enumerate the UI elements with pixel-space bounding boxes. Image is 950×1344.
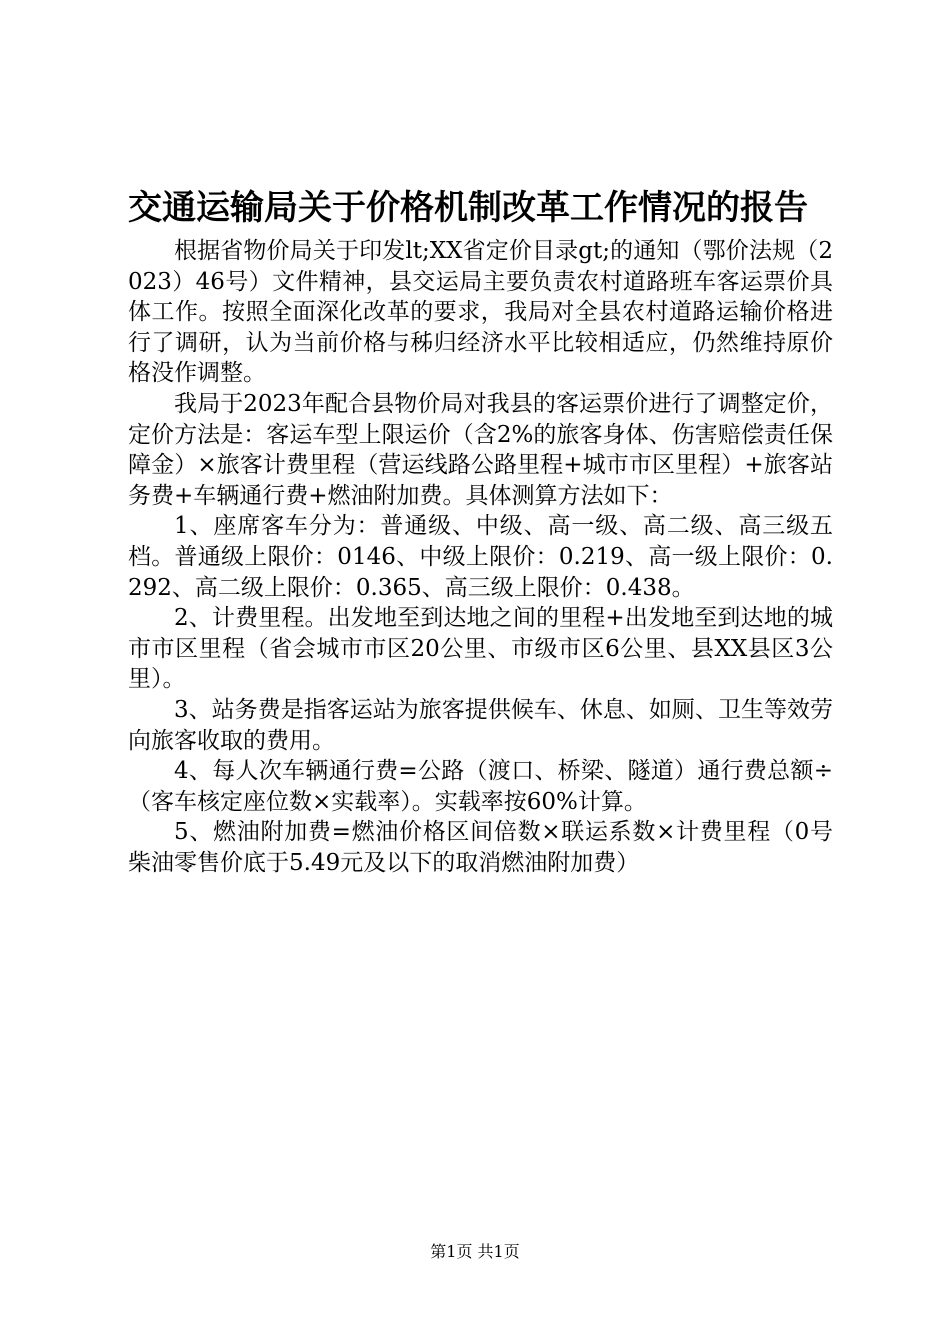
paragraph-5: 3、站务费是指客运站为旅客提供候车、休息、如厕、卫生等效劳向旅客收取的费用。 [128,696,833,754]
paragraph-6: 4、每人次车辆通行费=公路（渡口、桥梁、隧道）通行费总额÷（客车核定座位数×实载率）。实载率按60%计算。 [128,758,833,815]
page-footer: 第1页 共1页 [430,1242,520,1261]
paragraph-1: 根据省物价局关于印发lt;XX省定价目录gt;的通知（鄂价法规（2023）46号）文件精神，县交运局主要负责农村道路班车客运票价具体工作。按照全面深化改革的要求，我局对全县农村道路运输价格进行了调研，认为当前价格与秭归经济水平比较相适应，仍然维持原价格没作调整。 [128,238,833,387]
document-body [128,236,833,878]
paragraph-3: 1、座席客车分为：普通级、中级、高一级、高二级、高三级五档。普通级上限价：0146、中级上限价：0.219、高一级上限价：0.292、高二级上限价：0.365、高三级上限价：0.438。 [128,513,833,601]
document-title: 交通运输局关于价格机制改革工作情况的报告 [128,188,808,228]
paragraph-7: 5、燃油附加费=燃油价格区间倍数×联运系数×计费里程（0号柴油零售价底于5.49元及以下的取消燃油附加费） [128,819,833,876]
paragraph-4: 2、计费里程。出发地至到达地之间的里程+出发地至到达地的城市市区里程（省会城市市区20公里、市级市区6公里、县XX县区3公里）。 [128,605,833,693]
paragraph-2: 我局于2023年配合县物价局对我县的客运票价进行了调整定价，定价方法是：客运车型上限运价（含2%的旅客身体、伤害赔偿责任保障金）×旅客计费里程（营运线路公路里程+城市市区里程）+旅客站务费+车辆通行费+燃油附加费。具体测算方法如下： [128,390,833,509]
